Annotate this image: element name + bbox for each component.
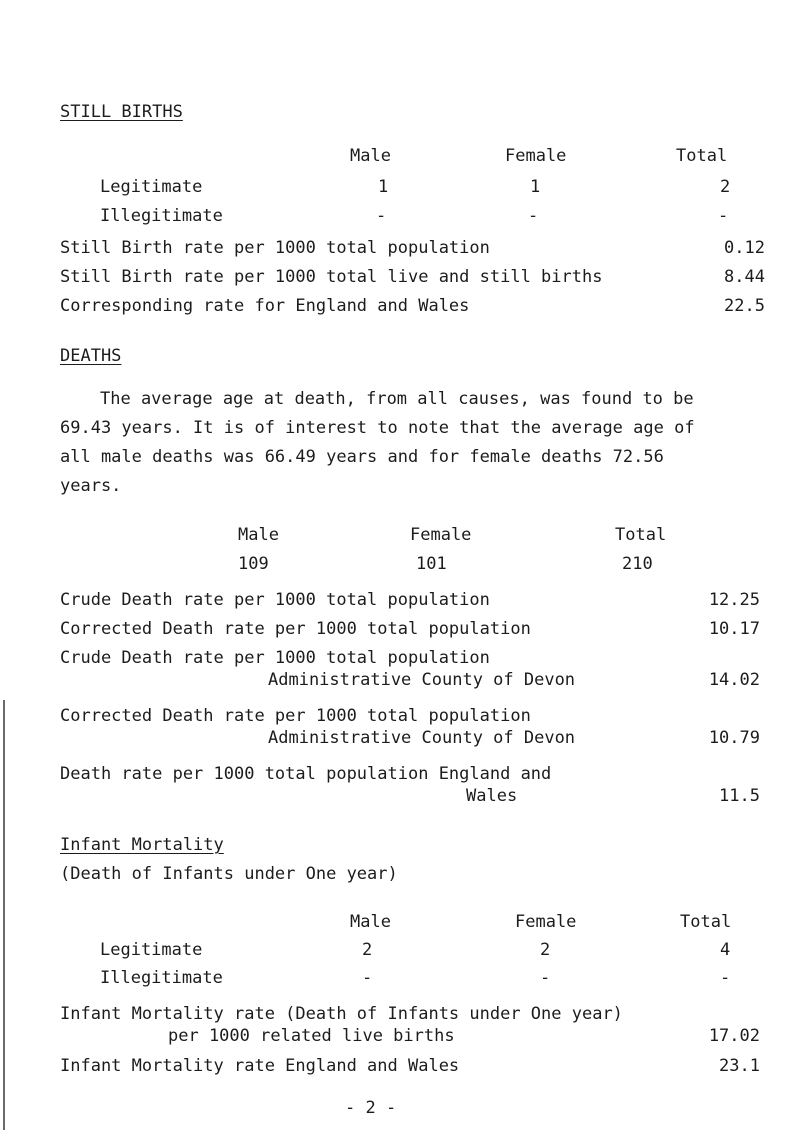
death-rate-value: 12.25: [708, 590, 760, 610]
infant-rate-value: 23.1: [719, 1056, 760, 1076]
death-rate-label: Death rate per 1000 total population England and: [60, 764, 552, 784]
infant-rate-label-cont: per 1000 related live births: [168, 1026, 455, 1046]
death-rate-value: 10.79: [708, 728, 760, 748]
deaths-col-total: Total: [615, 525, 667, 545]
deaths-col-female: Female: [410, 525, 472, 545]
deaths-paragraph-line: all male deaths was 66.49 years and for female deaths 72.56: [60, 447, 664, 467]
still-birth-rate-value: 22.5: [724, 296, 765, 316]
deaths-col-male: Male: [238, 525, 279, 545]
deaths-cell: 109: [238, 554, 269, 574]
infant-cell: 2: [540, 940, 551, 960]
still-births-heading: STILL BIRTHS: [60, 102, 183, 122]
infant-rate-label: Infant Mortality rate (Death of Infants under One year): [60, 1004, 623, 1024]
still-births-col-female: Female: [505, 146, 567, 166]
death-rate-value: 14.02: [708, 670, 760, 690]
death-rate-label-cont: Wales: [466, 786, 518, 806]
still-births-row-label: Legitimate: [100, 177, 203, 197]
deaths-paragraph-line: 69.43 years. It is of interest to note that the average age of: [60, 418, 695, 438]
infant-rate-label: Infant Mortality rate England and Wales: [60, 1056, 460, 1076]
still-birth-rate-value: 8.44: [724, 267, 765, 287]
death-rate-label: Corrected Death rate per 1000 total population: [60, 619, 531, 639]
infant-row-label: Legitimate: [100, 940, 203, 960]
still-birth-rate-label: Still Birth rate per 1000 total live and still births: [60, 267, 603, 287]
death-rate-label: Crude Death rate per 1000 total population: [60, 590, 490, 610]
still-births-col-total: Total: [676, 146, 728, 166]
still-births-col-male: Male: [350, 146, 391, 166]
deaths-paragraph-line: years.: [60, 476, 122, 496]
death-rate-value: 10.17: [708, 619, 760, 639]
infant-rate-value: 17.02: [708, 1026, 760, 1046]
scan-edge-line: [3, 700, 5, 1130]
still-births-cell: 2: [720, 177, 731, 197]
infant-row-label: Illegitimate: [100, 968, 223, 988]
infant-col-total: Total: [680, 912, 732, 932]
death-rate-label: Corrected Death rate per 1000 total population: [60, 706, 531, 726]
still-births-cell: -: [718, 206, 729, 226]
infant-mortality-heading: Infant Mortality: [60, 835, 224, 855]
still-births-cell: -: [528, 206, 539, 226]
page-number: - 2 -: [345, 1098, 397, 1118]
infant-mortality-subheading: (Death of Infants under One year): [60, 864, 398, 884]
still-births-cell: -: [376, 206, 387, 226]
deaths-cell: 210: [622, 554, 653, 574]
death-rate-value: 11.5: [719, 786, 760, 806]
infant-col-male: Male: [350, 912, 391, 932]
infant-cell: -: [362, 968, 373, 988]
still-births-row-label: Illegitimate: [100, 206, 223, 226]
infant-cell: 4: [720, 940, 731, 960]
death-rate-label: Crude Death rate per 1000 total population: [60, 648, 490, 668]
infant-col-female: Female: [515, 912, 577, 932]
death-rate-label-cont: Administrative County of Devon: [268, 670, 576, 690]
still-birth-rate-label: Still Birth rate per 1000 total population: [60, 238, 490, 258]
still-birth-rate-value: 0.12: [724, 238, 765, 258]
death-rate-label-cont: Administrative County of Devon: [268, 728, 576, 748]
infant-cell: -: [540, 968, 551, 988]
infant-cell: -: [720, 968, 731, 988]
deaths-heading: DEATHS: [60, 346, 122, 366]
deaths-cell: 101: [416, 554, 447, 574]
infant-cell: 2: [362, 940, 373, 960]
still-births-cell: 1: [378, 177, 389, 197]
still-birth-rate-label: Corresponding rate for England and Wales: [60, 296, 470, 316]
still-births-cell: 1: [530, 177, 541, 197]
deaths-paragraph-line: The average age at death, from all causes, was found to be: [100, 389, 694, 409]
